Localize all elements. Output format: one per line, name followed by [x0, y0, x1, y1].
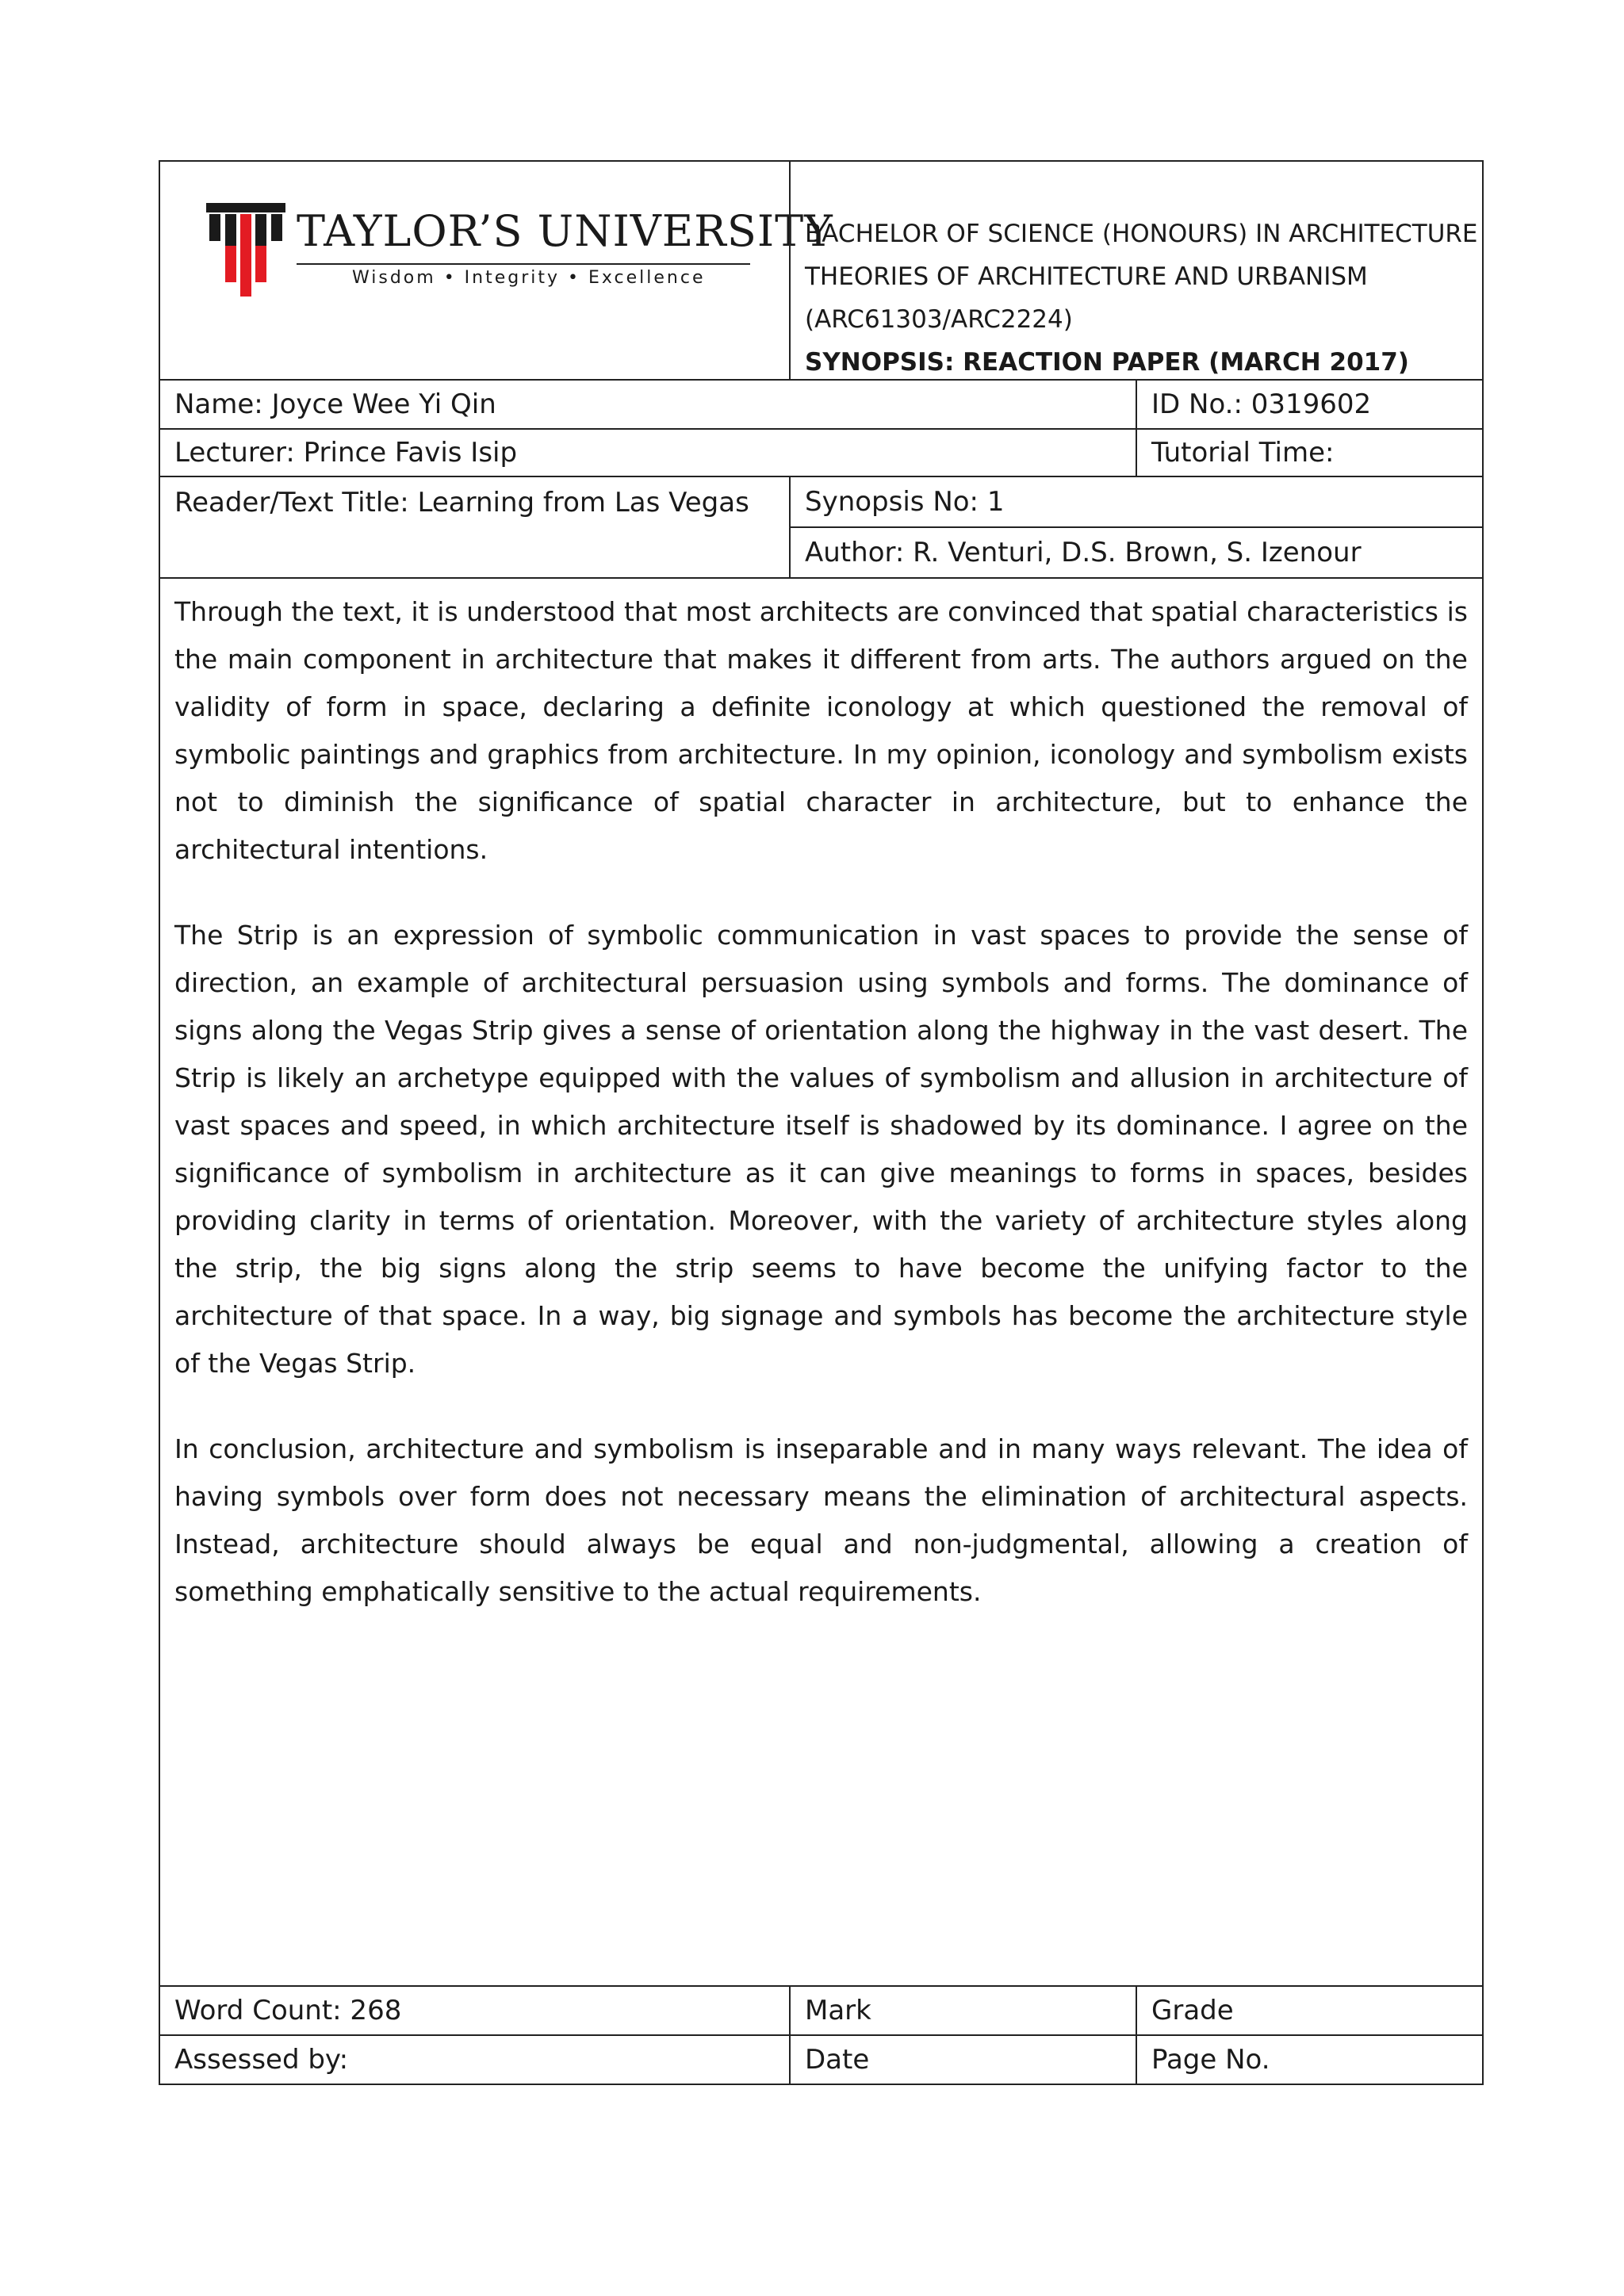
grade-cell: [1136, 1985, 1484, 2036]
word-count: Word Count: 268: [174, 1994, 402, 2026]
program-line-3: (ARC61303/ARC2224): [805, 305, 1073, 334]
logo-divider: [297, 263, 750, 265]
university-motto: Wisdom • Integrity • Excellence: [352, 268, 706, 288]
id-cell: [1136, 379, 1484, 430]
student-id: ID No.: 0319602: [1151, 388, 1372, 420]
program-cell: [789, 160, 1484, 381]
grade-label: Grade: [1151, 1994, 1234, 2026]
logo-cell: [159, 160, 833, 381]
program-line-4: SYNOPSIS: REACTION PAPER (MARCH 2017): [805, 348, 1409, 377]
reader-title-cell: [159, 476, 791, 579]
tutorial-time: Tutorial Time:: [1151, 436, 1335, 469]
synopsis-body: [159, 577, 1484, 1987]
author-cell: [789, 526, 1484, 579]
paragraph-2: The Strip is an expression of symbolic communication in vast spaces to provide the sense of direction, an example of architectural persuasion using symbols and forms. The dominance of signs along the Vegas Strip gives a sense of orientation along the highway in the vast desert. The Strip is likely an archetype equipped with the values of symbolism and allusion in architecture of vast spaces and speed, in which architecture itself is shadowed by its dominance. I agree on the significance of symbolism in architecture as it can give meanings to forms in spaces, besides providing clarity in terms of orientation. Moreover, with the variety of architecture styles along the strip, the big signs along the strip seems to have become the unifying factor to the architecture of that space. In a way, big signage and symbols has become the architecture style of the Vegas Strip.: [174, 920, 1468, 1379]
author: Author: R. Venturi, D.S. Brown, S. Izenour: [805, 536, 1362, 568]
paragraph-3: In conclusion, architecture and symbolism is inseparable and in many ways relevant. The idea of having symbols over form does not necessary means the elimination of architectural aspects. Instead, architecture should always be equal and non-judgmental, allowing a creation of something emphatically sensitive to the actual requirements.: [174, 1433, 1468, 1607]
student-name: Name: Joyce Wee Yi Qin: [174, 388, 496, 420]
program-line-1: BACHELOR OF SCIENCE (HONOURS) IN ARCHITECTURE: [805, 220, 1478, 248]
lecturer-name: Lecturer: Prince Favis Isip: [174, 436, 518, 469]
university-name: TAYLOR’S UNIVERSITY: [297, 206, 833, 256]
tutorial-time-cell: [1136, 428, 1484, 477]
name-cell: [159, 379, 1137, 430]
mark-cell: [789, 1985, 1137, 2036]
date-label: Date: [805, 2043, 870, 2076]
assessed-by-cell: [159, 2034, 791, 2085]
synopsis-number: Synopsis No: 1: [805, 485, 1005, 518]
reader-title: Reader/Text Title: Learning from Las Vegas: [174, 487, 749, 519]
assessed-by-label: Assessed by:: [174, 2043, 349, 2076]
paragraph-1: Through the text, it is understood that most architects are convinced that spatial characteristics is the main component in architecture that makes it different from arts. The authors argued on the validity of form in space, declaring a definite iconology at which questioned the removal of symbolic paintings and graphics from architecture. In my opinion, iconology and symbolism exists not to diminish the significance of spatial character in architecture, but to enhance the architectural intentions.: [174, 596, 1468, 865]
university-logo-icon: [206, 203, 285, 304]
mark-label: Mark: [805, 1994, 871, 2026]
date-cell: [789, 2034, 1137, 2085]
page-no-label: Page No.: [1151, 2043, 1270, 2076]
program-line-2: THEORIES OF ARCHITECTURE AND URBANISM: [805, 262, 1368, 291]
word-count-cell: [159, 1985, 791, 2036]
synopsis-form: [159, 160, 1484, 2076]
synopsis-no-cell: [789, 476, 1484, 528]
page-no-cell: [1136, 2034, 1484, 2085]
lecturer-cell: [159, 428, 1137, 477]
